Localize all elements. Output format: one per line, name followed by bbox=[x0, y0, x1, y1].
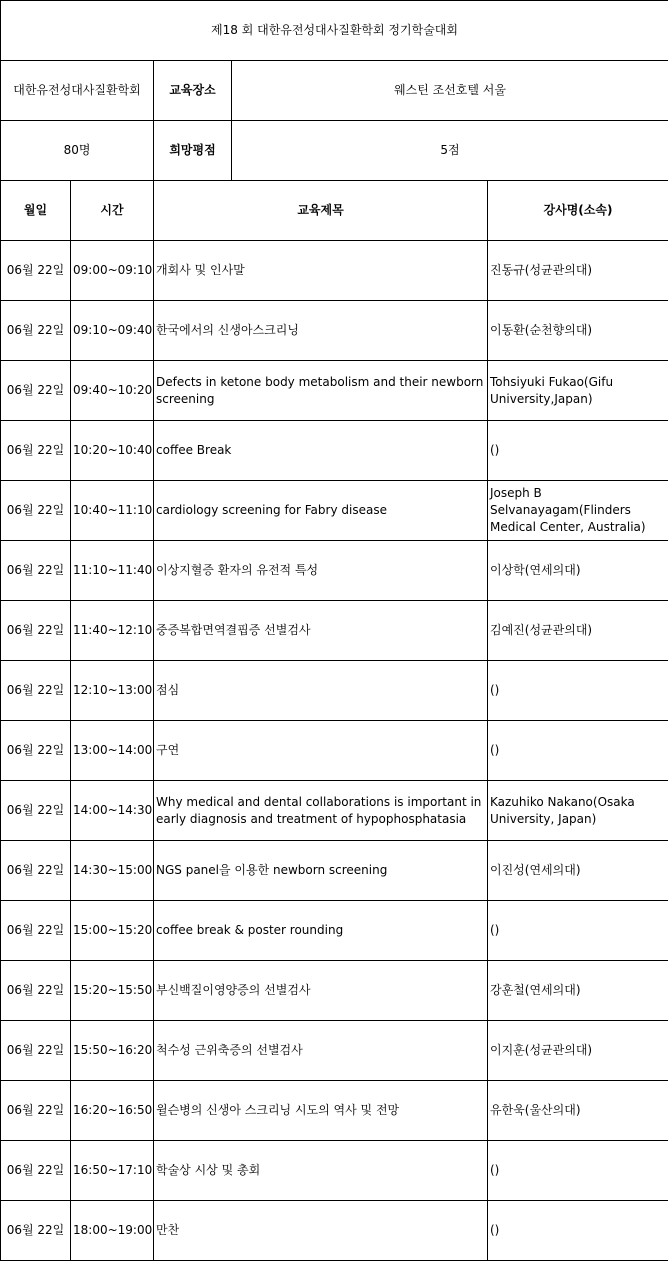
date-cell: 06월 22일 bbox=[1, 1081, 71, 1141]
speaker-cell: 이진성(연세의대) bbox=[488, 841, 668, 901]
table-row bbox=[1, 661, 668, 721]
time-cell: 14:30~15:00 bbox=[71, 841, 154, 901]
table-row bbox=[1, 421, 668, 481]
time-cell: 10:20~10:40 bbox=[71, 421, 154, 481]
topic-cell: 만찬 bbox=[154, 1201, 488, 1261]
time-cell: 11:10~11:40 bbox=[71, 541, 154, 601]
time-cell: 16:20~16:50 bbox=[71, 1081, 154, 1141]
table-row bbox=[1, 601, 668, 661]
time-cell: 15:50~16:20 bbox=[71, 1021, 154, 1081]
capacity-row bbox=[1, 121, 668, 181]
speaker-cell: 강훈철(연세의대) bbox=[488, 961, 668, 1021]
speaker-cell: () bbox=[488, 421, 668, 481]
table-row bbox=[1, 721, 668, 781]
time-cell: 12:10~13:00 bbox=[71, 661, 154, 721]
date-cell: 06월 22일 bbox=[1, 241, 71, 301]
time-cell: 15:00~15:20 bbox=[71, 901, 154, 961]
table-row bbox=[1, 241, 668, 301]
topic-cell: cardiology screening for Fabry disease bbox=[154, 481, 488, 541]
speaker-cell: Kazuhiko Nakano(Osaka University, Japan) bbox=[488, 781, 668, 841]
date-cell: 06월 22일 bbox=[1, 841, 71, 901]
topic-cell: NGS panel을 이용한 newborn screening bbox=[154, 841, 488, 901]
date-cell: 06월 22일 bbox=[1, 1021, 71, 1081]
venue-label: 교육장소 bbox=[154, 61, 232, 121]
date-cell: 06월 22일 bbox=[1, 301, 71, 361]
organizer-cell: 대한유전성대사질환학회 bbox=[1, 61, 154, 121]
time-cell: 09:00~09:10 bbox=[71, 241, 154, 301]
table-row bbox=[1, 1021, 668, 1081]
topic-cell: 점심 bbox=[154, 661, 488, 721]
time-cell: 09:40~10:20 bbox=[71, 361, 154, 421]
topic-cell: 학술상 시상 및 총회 bbox=[154, 1141, 488, 1201]
date-cell: 06월 22일 bbox=[1, 601, 71, 661]
col-header-topic: 교육제목 bbox=[154, 181, 488, 241]
venue-row bbox=[1, 61, 668, 121]
topic-cell: 이상지혈증 환자의 유전적 특성 bbox=[154, 541, 488, 601]
time-cell: 15:20~15:50 bbox=[71, 961, 154, 1021]
speaker-cell: () bbox=[488, 1141, 668, 1201]
speaker-cell: 이상학(연세의대) bbox=[488, 541, 668, 601]
topic-cell: 부신백질이영양증의 선별검사 bbox=[154, 961, 488, 1021]
table-row bbox=[1, 961, 668, 1021]
speaker-cell: Joseph B Selvanayagam(Flinders Medical Center, Australia) bbox=[488, 481, 668, 541]
speaker-cell: 진동규(성균관의대) bbox=[488, 241, 668, 301]
table-row bbox=[1, 1141, 668, 1201]
topic-cell: 구연 bbox=[154, 721, 488, 781]
venue-value: 웨스틴 조선호텔 서울 bbox=[232, 61, 668, 121]
table-row bbox=[1, 1081, 668, 1141]
table-row bbox=[1, 541, 668, 601]
date-cell: 06월 22일 bbox=[1, 481, 71, 541]
date-cell: 06월 22일 bbox=[1, 901, 71, 961]
score-value: 5점 bbox=[232, 121, 668, 181]
time-cell: 09:10~09:40 bbox=[71, 301, 154, 361]
topic-cell: coffee break & poster rounding bbox=[154, 901, 488, 961]
topic-cell: 개회사 및 인사말 bbox=[154, 241, 488, 301]
speaker-cell: 유한욱(울산의대) bbox=[488, 1081, 668, 1141]
table-row bbox=[1, 901, 668, 961]
speaker-cell: () bbox=[488, 1201, 668, 1261]
topic-cell: Why medical and dental collaborations is important in early diagnosis and treatment of hypophosphatasia bbox=[154, 781, 488, 841]
speaker-cell: 이동환(순천향의대) bbox=[488, 301, 668, 361]
speaker-cell: Tohsiyuki Fukao(Gifu University,Japan) bbox=[488, 361, 668, 421]
speaker-cell: 김예진(성균관의대) bbox=[488, 601, 668, 661]
time-cell: 16:50~17:10 bbox=[71, 1141, 154, 1201]
date-cell: 06월 22일 bbox=[1, 661, 71, 721]
table-row bbox=[1, 481, 668, 541]
date-cell: 06월 22일 bbox=[1, 361, 71, 421]
time-cell: 10:40~11:10 bbox=[71, 481, 154, 541]
topic-cell: Defects in ketone body metabolism and their newborn screening bbox=[154, 361, 488, 421]
speaker-cell: () bbox=[488, 901, 668, 961]
time-cell: 14:00~14:30 bbox=[71, 781, 154, 841]
page-title: 제18 회 대한유전성대사질환학회 정기학술대회 bbox=[1, 1, 668, 61]
speaker-cell: () bbox=[488, 721, 668, 781]
table-row bbox=[1, 1201, 668, 1261]
table-row bbox=[1, 361, 668, 421]
time-cell: 11:40~12:10 bbox=[71, 601, 154, 661]
table-row bbox=[1, 841, 668, 901]
column-header-row bbox=[1, 181, 668, 241]
date-cell: 06월 22일 bbox=[1, 1141, 71, 1201]
topic-cell: coffee Break bbox=[154, 421, 488, 481]
date-cell: 06월 22일 bbox=[1, 721, 71, 781]
speaker-cell: 이지훈(성균관의대) bbox=[488, 1021, 668, 1081]
time-cell: 13:00~14:00 bbox=[71, 721, 154, 781]
title-row bbox=[1, 1, 668, 61]
date-cell: 06월 22일 bbox=[1, 1201, 71, 1261]
topic-cell: 중증복합면역결핍증 선별검사 bbox=[154, 601, 488, 661]
topic-cell: 한국에서의 신생아스크리닝 bbox=[154, 301, 488, 361]
table-row bbox=[1, 781, 668, 841]
speaker-cell: () bbox=[488, 661, 668, 721]
col-header-speaker: 강사명(소속) bbox=[488, 181, 668, 241]
score-label: 희망평점 bbox=[154, 121, 232, 181]
capacity-value: 80명 bbox=[1, 121, 154, 181]
date-cell: 06월 22일 bbox=[1, 781, 71, 841]
topic-cell: 윌슨병의 신생아 스크리닝 시도의 역사 및 전망 bbox=[154, 1081, 488, 1141]
col-header-time: 시간 bbox=[71, 181, 154, 241]
date-cell: 06월 22일 bbox=[1, 961, 71, 1021]
time-cell: 18:00~19:00 bbox=[71, 1201, 154, 1261]
date-cell: 06월 22일 bbox=[1, 421, 71, 481]
date-cell: 06월 22일 bbox=[1, 541, 71, 601]
topic-cell: 척수성 근위축증의 선별검사 bbox=[154, 1021, 488, 1081]
col-header-date: 월일 bbox=[1, 181, 71, 241]
table-row bbox=[1, 301, 668, 361]
